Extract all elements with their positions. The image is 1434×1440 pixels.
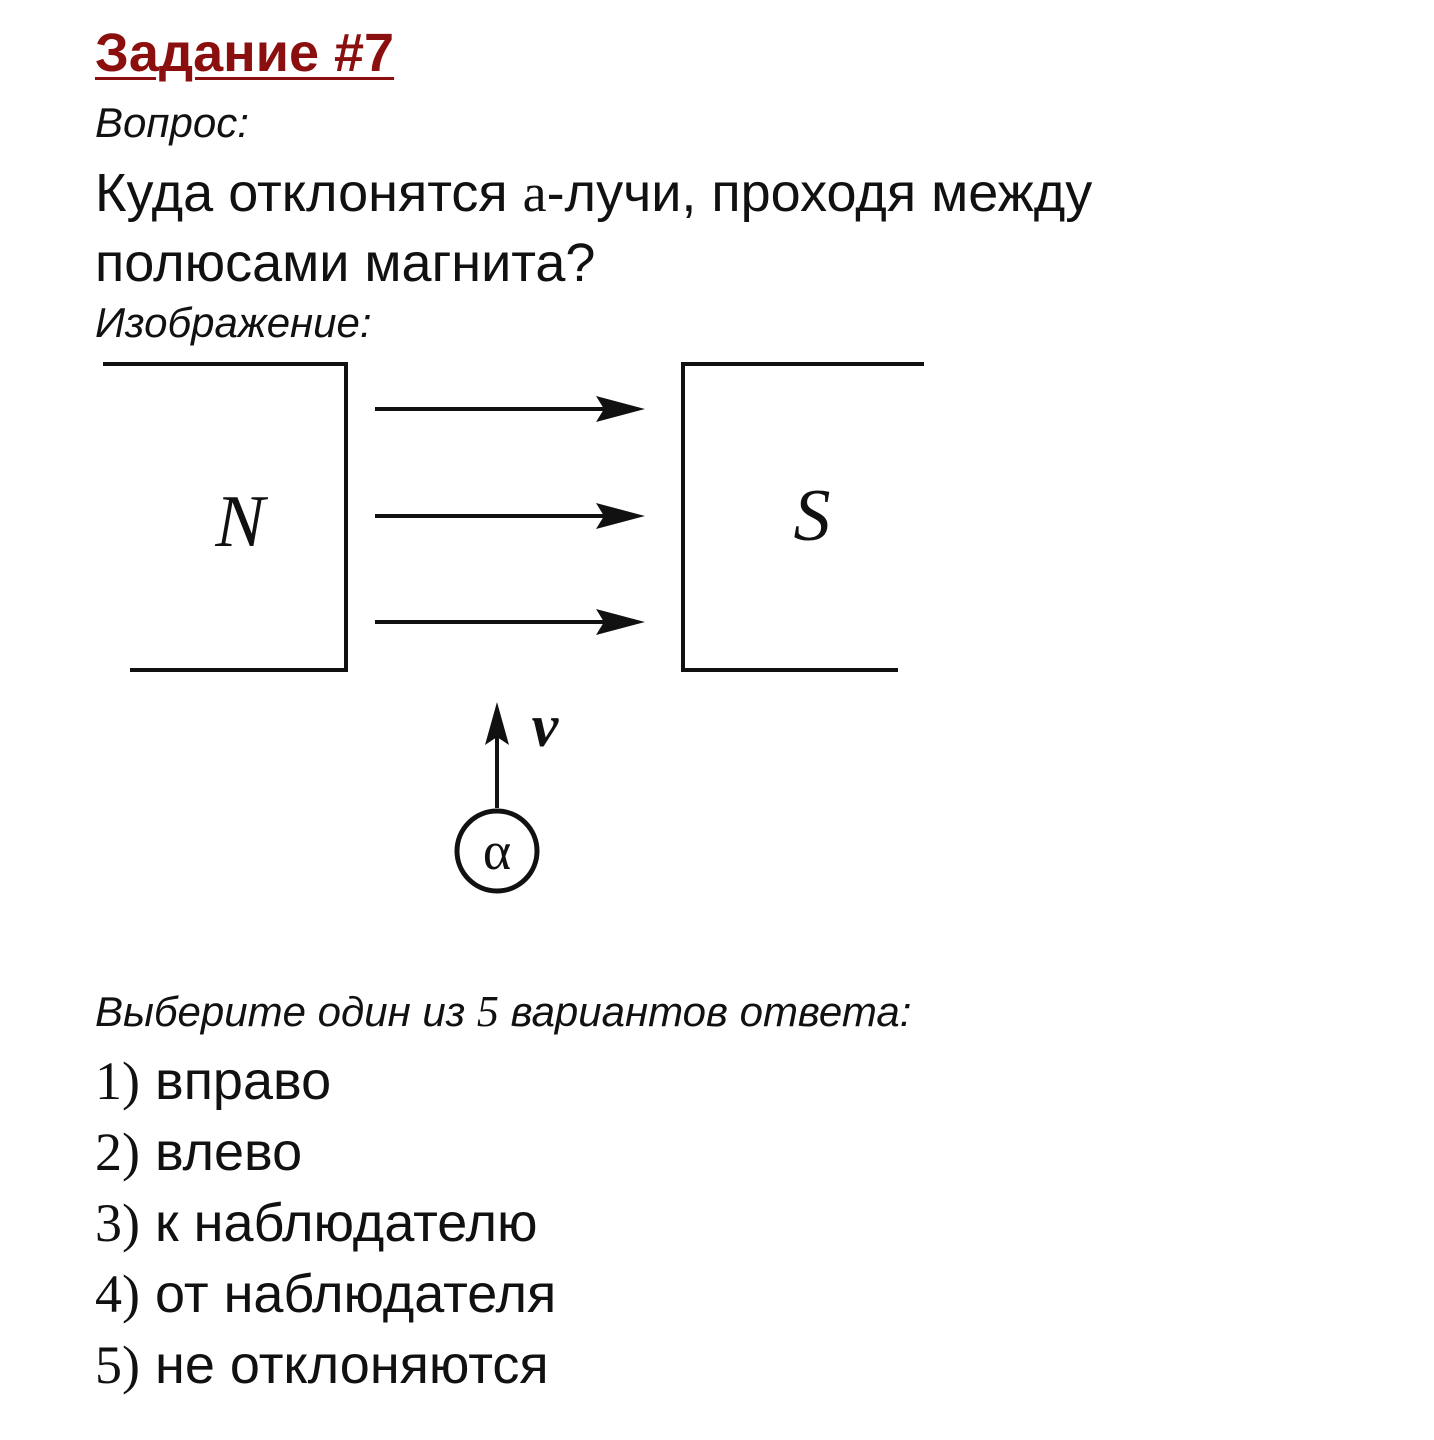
- question-text-before: Куда отклонятся: [95, 163, 523, 223]
- answer-option-text: вправо: [155, 1051, 332, 1111]
- magnet-diagram: [95, 350, 945, 910]
- image-label: Изображение:: [95, 299, 372, 346]
- question-text-after: -лучи, проходя между полюсами магнита?: [95, 163, 1093, 293]
- answer-option-number: 2): [95, 1122, 140, 1182]
- answer-option-3[interactable]: [95, 1188, 556, 1259]
- answers-prompt-count: 5: [476, 987, 499, 1036]
- answer-option-1[interactable]: [95, 1046, 556, 1117]
- field-line-bottom: [375, 609, 645, 635]
- task-title: Задание #7: [95, 23, 395, 83]
- answer-option-2[interactable]: [95, 1117, 556, 1188]
- question-symbol: a: [522, 163, 547, 223]
- answer-option-5[interactable]: [95, 1330, 556, 1401]
- question-label: Вопрос:: [95, 99, 249, 146]
- answers-prompt-after: вариантов ответа:: [498, 988, 912, 1035]
- answers-prompt: [95, 988, 911, 1036]
- question-text: [95, 158, 1335, 298]
- north-pole-label: N: [215, 481, 265, 563]
- answer-option-text: не отклоняются: [155, 1335, 549, 1395]
- answer-option-4[interactable]: [95, 1259, 556, 1330]
- answer-option-number: 3): [95, 1193, 140, 1253]
- velocity-label: v: [531, 693, 559, 759]
- answer-option-number: 1): [95, 1051, 140, 1111]
- answer-option-text: к наблюдателю: [155, 1193, 538, 1253]
- answer-option-text: от наблюдателя: [155, 1264, 557, 1324]
- field-line-middle: [375, 503, 645, 529]
- alpha-particle-label: α: [482, 821, 512, 881]
- answers-prompt-before: Выберите один из: [95, 988, 477, 1035]
- answer-option-text: влево: [155, 1122, 303, 1182]
- field-line-top: [375, 396, 645, 422]
- south-pole-label: S: [793, 475, 831, 557]
- answer-options: [95, 1046, 556, 1401]
- velocity-arrow: [485, 702, 509, 808]
- answer-option-number: 4): [95, 1264, 140, 1324]
- answer-option-number: 5): [95, 1335, 140, 1395]
